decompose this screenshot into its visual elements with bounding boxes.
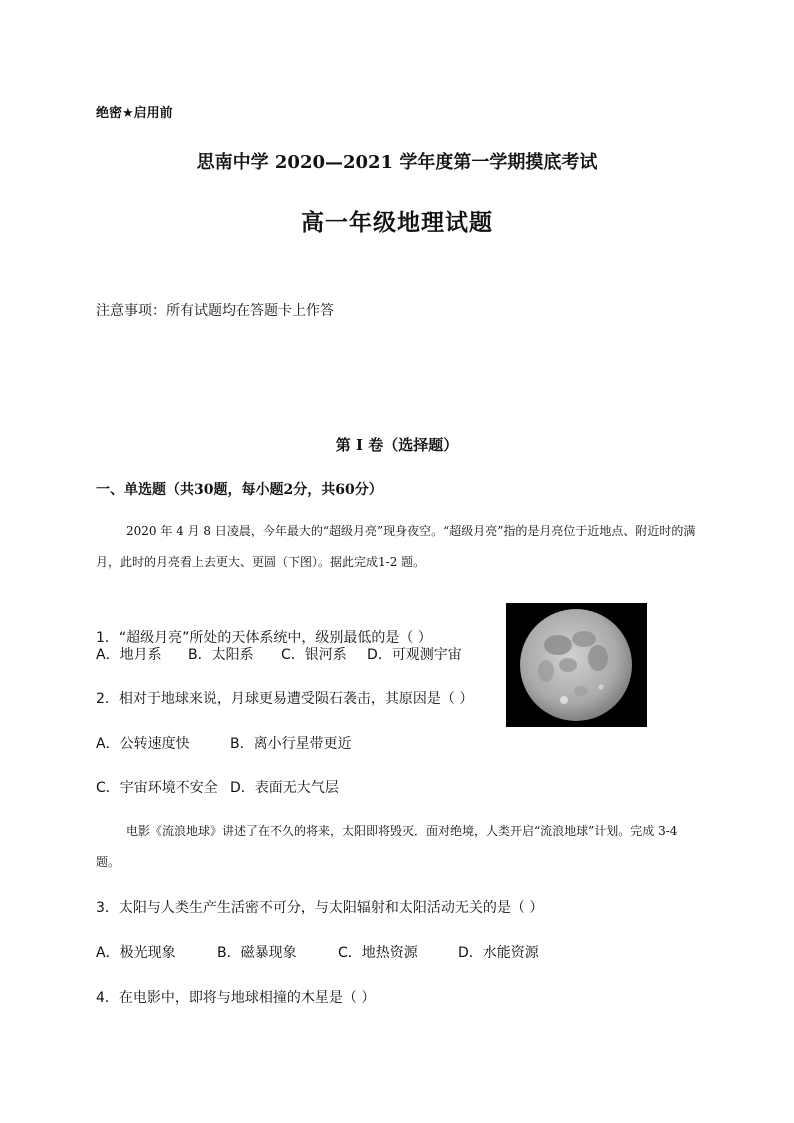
question-3-stem: 3．太阳与人类生产生活密不可分，与太阳辐射和太阳活动无关的是（ ）	[96, 900, 544, 916]
option-c: C．宇宙环境不安全	[96, 780, 218, 796]
notice: 注意事项：所有试题均在答题卡上作答	[96, 303, 334, 319]
full-moon-photo	[506, 603, 647, 727]
question-4-stem: 4．在电影中，即将与地球相撞的木星是（ ）	[96, 990, 376, 1006]
option-b: B．离小行星带更近	[230, 736, 352, 752]
passage-2-text: 电影《流浪地球》讲述了在不久的将来，太阳即将毁灭．面对绝境，人类开启“流浪地球”计划。完成 3-4 题。	[96, 824, 678, 869]
question-1-options	[96, 644, 462, 664]
option-d: D．表面无大气层	[230, 780, 339, 796]
option-c: C．银河系	[281, 647, 347, 663]
option-d: D．可观测宇宙	[367, 647, 462, 663]
option-b: B．太阳系	[188, 647, 254, 663]
passage-2	[96, 816, 701, 878]
exam-subtitle: 高一年级地理试题	[301, 209, 493, 236]
part-title: 第 I 卷（选择题）	[335, 436, 459, 454]
question-2-options-row1	[96, 733, 352, 753]
option-a: A．公转速度快	[96, 736, 190, 752]
moon-icon	[506, 603, 647, 727]
option-d: D．水能资源	[458, 945, 539, 961]
option-b: B．磁暴现象	[217, 945, 297, 961]
question-3-options	[96, 942, 539, 962]
option-a: A．地月系	[96, 647, 162, 663]
passage-1-text: 2020 年 4 月 8 日凌晨，今年最大的“超级月亮”现身夜空。“超级月亮”指的是月亮位于近地点、附近时的满月，此时的月亮看上去更大、更圆（下图）。据此完成1-2 题。	[96, 524, 696, 569]
passage-1	[96, 516, 701, 578]
option-c: C．地热资源	[338, 945, 418, 961]
question-1-stem: 1．“超级月亮”所处的天体系统中，级别最低的是（ ）	[96, 630, 432, 646]
secret-label: 绝密★启用前	[96, 106, 173, 121]
option-a: A．极光现象	[96, 945, 176, 961]
section-title: 一、单选题（共30题，每小题2分，共60分）	[96, 482, 383, 498]
question-2-options-row2	[96, 777, 339, 797]
question-2-stem: 2．相对于地球来说，月球更易遭受陨石袭击，其原因是（ ）	[96, 691, 474, 707]
exam-title: 思南中学 2020—2021 学年度第一学期摸底考试	[196, 152, 598, 173]
